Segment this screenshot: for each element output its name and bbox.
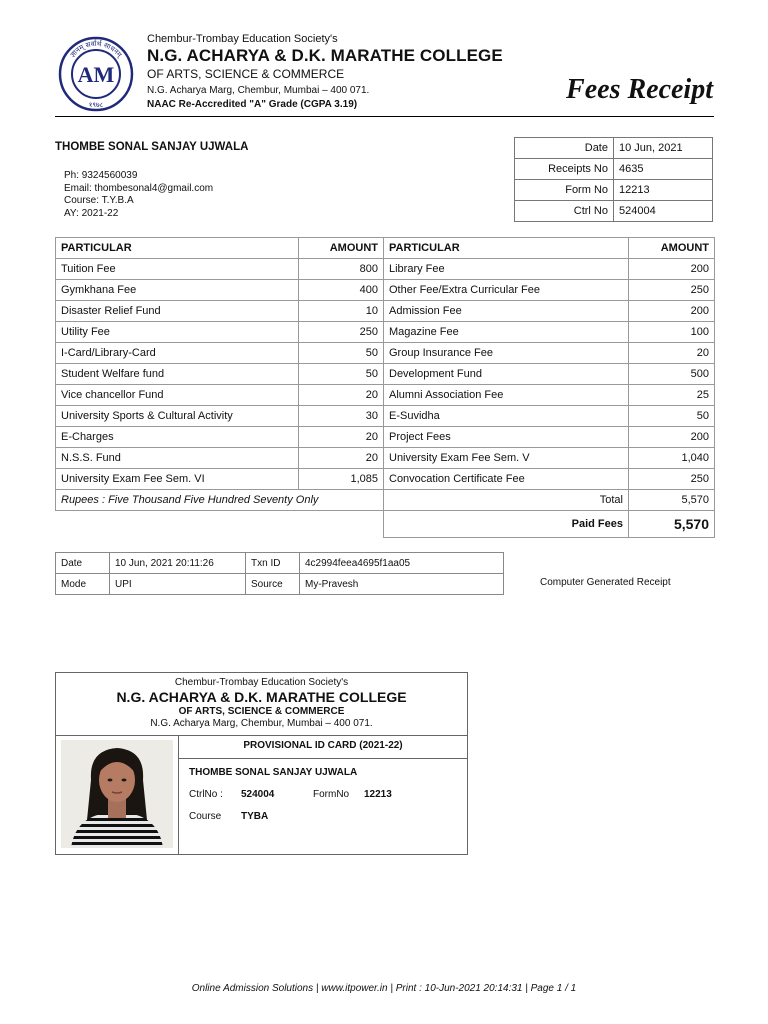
paid-fees-label: Paid Fees xyxy=(384,511,629,538)
fee-amount: 200 xyxy=(629,301,715,322)
fee-amount: 1,085 xyxy=(299,469,384,490)
paid-fees-value: 5,570 xyxy=(629,511,715,538)
fee-particular: Disaster Relief Fund xyxy=(56,301,299,322)
rupees-in-words: Rupees : Five Thousand Five Hundred Seventy Only xyxy=(56,490,384,511)
meta-row xyxy=(515,138,713,159)
logo-initials: AM xyxy=(77,62,115,87)
fee-particular: E-Suvidha xyxy=(384,406,629,427)
fee-amount: 1,040 xyxy=(629,448,715,469)
id-college-name: N.G. ACHARYA & D.K. MARATHE COLLEGE xyxy=(116,689,407,705)
id-form-value: 12213 xyxy=(364,789,392,800)
id-course-label: Course xyxy=(189,811,222,822)
header-college-name: N.G. ACHARYA & D.K. MARATHE COLLEGE xyxy=(147,46,503,65)
fee-particular: I-Card/Library-Card xyxy=(56,343,299,364)
fee-amount: 50 xyxy=(299,343,384,364)
fee-row xyxy=(56,406,715,427)
fee-particular: Other Fee/Extra Curricular Fee xyxy=(384,280,629,301)
fee-row xyxy=(56,448,715,469)
fee-particular: Magazine Fee xyxy=(384,322,629,343)
fee-amount: 500 xyxy=(629,364,715,385)
id-card-title: PROVISIONAL ID CARD (2021-22) xyxy=(243,740,403,751)
fee-amount: 30 xyxy=(299,406,384,427)
header-subtitle: OF ARTS, SCIENCE & COMMERCE xyxy=(147,67,345,81)
fee-amount: 20 xyxy=(299,448,384,469)
txn-row xyxy=(56,553,504,574)
fee-amount: 50 xyxy=(629,406,715,427)
computer-generated-note: Computer Generated Receipt xyxy=(540,577,671,588)
header-divider xyxy=(55,116,714,117)
fee-amount: 25 xyxy=(629,385,715,406)
paid-row xyxy=(56,511,715,538)
fee-particular: Tuition Fee xyxy=(56,259,299,280)
fee-amount: 20 xyxy=(629,343,715,364)
transaction-table xyxy=(55,552,504,595)
txn-id-label: Txn ID xyxy=(246,553,300,574)
fee-particular: Group Insurance Fee xyxy=(384,343,629,364)
fee-amount: 20 xyxy=(299,427,384,448)
fee-row xyxy=(56,259,715,280)
fee-particular: Development Fund xyxy=(384,364,629,385)
id-divider xyxy=(56,735,467,736)
txn-source-label: Source xyxy=(246,574,300,595)
fee-row xyxy=(56,364,715,385)
id-address: N.G. Acharya Marg, Chembur, Mumbai – 400 071. xyxy=(150,718,373,729)
fee-amount: 20 xyxy=(299,385,384,406)
student-photo xyxy=(61,740,173,848)
total-row xyxy=(56,490,715,511)
id-subtitle: OF ARTS, SCIENCE & COMMERCE xyxy=(178,706,345,717)
fee-particular: Student Welfare fund xyxy=(56,364,299,385)
fee-row xyxy=(56,301,715,322)
header-naac: NAAC Re-Accredited "A" Grade (CGPA 3.19) xyxy=(147,99,358,110)
fee-amount: 250 xyxy=(299,322,384,343)
meta-label: Ctrl No xyxy=(515,201,614,222)
fee-particular: Library Fee xyxy=(384,259,629,280)
receipt-title: Fees Receipt xyxy=(566,74,713,105)
id-society: Chembur-Trombay Education Society's xyxy=(174,677,349,688)
id-divider xyxy=(178,758,467,759)
txn-row xyxy=(56,574,504,595)
fees-header-row xyxy=(56,238,715,259)
meta-label: Form No xyxy=(515,180,614,201)
id-student-name: THOMBE SONAL SANJAY UJWALA xyxy=(189,767,358,778)
txn-mode-value: UPI xyxy=(110,574,246,595)
student-phone: Ph: 9324560039 xyxy=(64,170,138,181)
meta-value: 524004 xyxy=(614,201,713,222)
meta-value: 10 Jun, 2021 xyxy=(614,138,713,159)
fee-particular: Admission Fee xyxy=(384,301,629,322)
page-footer: Online Admission Solutions | www.itpower.in | Print : 10-Jun-2021 20:14:31 | Page 1 / 1 xyxy=(191,983,577,994)
fee-row xyxy=(56,343,715,364)
fee-amount: 10 xyxy=(299,301,384,322)
meta-value: 4635 xyxy=(614,159,713,180)
fee-particular: N.S.S. Fund xyxy=(56,448,299,469)
fee-row xyxy=(56,469,715,490)
id-form-label: FormNo xyxy=(313,789,350,800)
fee-amount: 400 xyxy=(299,280,384,301)
student-name: THOMBE SONAL SANJAY UJWALA xyxy=(55,141,249,153)
fee-amount: 800 xyxy=(299,259,384,280)
fee-row xyxy=(56,427,715,448)
col-header-particular: PARTICULAR xyxy=(56,238,299,259)
receipt-meta-table xyxy=(514,137,713,222)
fee-particular: Convocation Certificate Fee xyxy=(384,469,629,490)
student-info xyxy=(64,170,213,220)
fee-particular: University Sports & Cultural Activity xyxy=(56,406,299,427)
fee-particular: E-Charges xyxy=(56,427,299,448)
fee-amount: 50 xyxy=(299,364,384,385)
fee-amount: 200 xyxy=(629,259,715,280)
provisional-id-card xyxy=(55,672,468,855)
txn-id-value: 4c2994feea4695f1aa05 xyxy=(300,553,504,574)
fee-particular: Utility Fee xyxy=(56,322,299,343)
fee-particular: Project Fees xyxy=(384,427,629,448)
id-course-value: TYBA xyxy=(241,811,269,822)
fee-particular: Gymkhana Fee xyxy=(56,280,299,301)
col-header-amount: AMOUNT xyxy=(299,238,384,259)
student-course: Course: T.Y.B.A xyxy=(64,195,134,206)
id-ctrl-value: 524004 xyxy=(241,789,275,800)
meta-row xyxy=(515,159,713,180)
meta-label: Receipts No xyxy=(515,159,614,180)
fee-particular: University Exam Fee Sem. V xyxy=(384,448,629,469)
logo-year: १९७८ xyxy=(88,101,104,109)
student-email: Email: thombesonal4@gmail.com xyxy=(64,182,214,194)
fee-amount: 250 xyxy=(629,280,715,301)
fee-row xyxy=(56,280,715,301)
header-society: Chembur-Trombay Education Society's xyxy=(147,33,338,45)
id-divider xyxy=(178,735,179,854)
col-header-amount: AMOUNT xyxy=(629,238,715,259)
student-ay: AY: 2021-22 xyxy=(64,207,119,219)
fee-amount: 100 xyxy=(629,322,715,343)
total-label: Total xyxy=(384,490,629,511)
txn-date-value: 10 Jun, 2021 20:11:26 xyxy=(110,553,246,574)
txn-date-label: Date xyxy=(56,553,110,574)
txn-mode-label: Mode xyxy=(56,574,110,595)
meta-row xyxy=(515,201,713,222)
header-address: N.G. Acharya Marg, Chembur, Mumbai – 400 071. xyxy=(147,85,370,96)
blank-cell xyxy=(56,511,384,538)
fee-amount: 200 xyxy=(629,427,715,448)
col-header-particular: PARTICULAR xyxy=(384,238,629,259)
logo-motto: ज्ञानम् सर्वार्थ साधनम् xyxy=(68,39,124,59)
txn-source-value: My-Pravesh xyxy=(300,574,504,595)
meta-value: 12213 xyxy=(614,180,713,201)
fees-table xyxy=(55,237,715,538)
meta-label: Date xyxy=(515,138,614,159)
college-logo xyxy=(55,36,137,112)
id-ctrl-label: CtrlNo : xyxy=(189,789,223,800)
fee-particular: University Exam Fee Sem. VI xyxy=(56,469,299,490)
fee-amount: 250 xyxy=(629,469,715,490)
total-value: 5,570 xyxy=(629,490,715,511)
meta-row xyxy=(515,180,713,201)
fee-row xyxy=(56,385,715,406)
fee-particular: Alumni Association Fee xyxy=(384,385,629,406)
fee-particular: Vice chancellor Fund xyxy=(56,385,299,406)
fee-row xyxy=(56,322,715,343)
